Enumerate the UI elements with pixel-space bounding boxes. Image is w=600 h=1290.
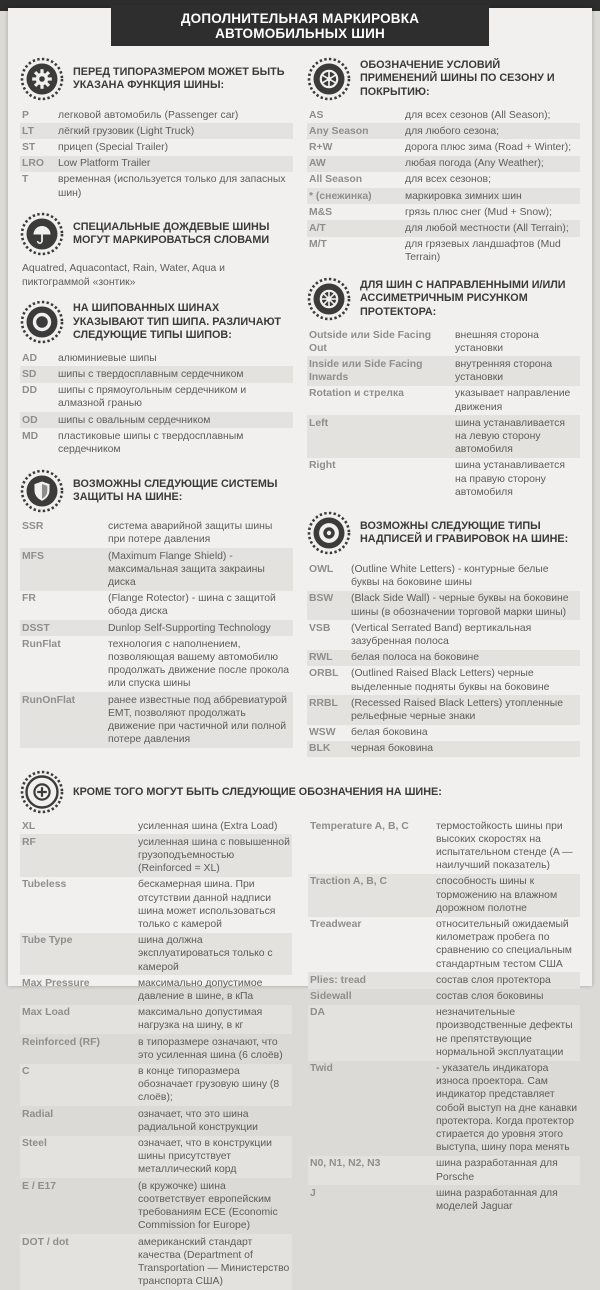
definition-row bbox=[308, 989, 580, 1005]
definition-row bbox=[20, 877, 292, 933]
definition-list bbox=[20, 107, 293, 201]
term-label: Outside или Side Facing Out bbox=[309, 329, 432, 354]
term-description: состав слоя протектора bbox=[436, 974, 551, 986]
term-label: AS bbox=[309, 109, 324, 121]
definition-row bbox=[307, 172, 580, 188]
definition-list bbox=[307, 107, 580, 266]
section-rain-tires bbox=[20, 212, 293, 289]
term-label: Temperature A, B, C bbox=[310, 820, 409, 832]
two-column-layout bbox=[20, 57, 580, 768]
term-description: (Maximum Flange Shield) - максимальная защита закраины диска bbox=[108, 550, 265, 588]
term-description: грязь плюс снег (Mud + Snow); bbox=[405, 206, 552, 218]
definition-row bbox=[307, 561, 580, 590]
term-label: N0, N1, N2, N3 bbox=[310, 1158, 381, 1170]
term-description: (Outline White Letters) - контурные белые буквы на боковине шины bbox=[351, 563, 549, 589]
term-label: Sidewall bbox=[310, 991, 352, 1003]
definition-row bbox=[307, 156, 580, 172]
section-title: СПЕЦИАЛЬНЫЕ ДОЖДЕВЫЕ ШИНЫ МОГУТ МАРКИРОВАТЬСЯ СЛОВАМИ bbox=[73, 221, 270, 247]
term-label: T bbox=[22, 174, 29, 186]
term-description: способность шины к торможению на влажном дорожном полотне bbox=[436, 876, 558, 914]
term-label: DOT / dot bbox=[22, 1236, 69, 1248]
term-label: RWL bbox=[309, 652, 333, 664]
term-label: Radial bbox=[22, 1108, 54, 1120]
term-label: OD bbox=[22, 414, 38, 426]
term-label: SD bbox=[22, 368, 37, 380]
term-description: означает, что это шина радиальной конструкции bbox=[138, 1108, 258, 1133]
term-label: XL bbox=[22, 820, 36, 832]
term-description: шипы с твердосплавным сердечником bbox=[58, 368, 244, 380]
definition-list bbox=[20, 519, 293, 748]
term-description: максимально допустимая нагрузка на шину, в кг bbox=[138, 1007, 263, 1032]
term-label: C bbox=[22, 1066, 30, 1078]
term-label: RunOnFlat bbox=[22, 694, 76, 706]
definition-row bbox=[307, 107, 580, 123]
page-title: ДОПОЛНИТЕЛЬНАЯ МАРКИРОВКА АВТОМОБИЛЬНЫХ ШИН bbox=[111, 5, 489, 46]
shield-icon bbox=[20, 469, 64, 513]
term-description: для любого сезона; bbox=[405, 125, 500, 137]
term-label: RRBL bbox=[309, 697, 338, 709]
term-label: WSW bbox=[309, 727, 336, 739]
term-label: Steel bbox=[22, 1138, 47, 1150]
section-title: КРОМЕ ТОГО МОГУТ БЫТЬ СЛЕДУЮЩИЕ ОБОЗНАЧЕНИЯ НА ШИНЕ: bbox=[73, 785, 442, 798]
term-label: Max Load bbox=[22, 1007, 70, 1019]
term-label: Tubeless bbox=[22, 879, 67, 891]
bottom-two-column-layout bbox=[20, 818, 580, 1290]
term-description: для любой местности (All Terrain); bbox=[405, 222, 569, 234]
definition-row bbox=[307, 237, 580, 266]
term-label: AW bbox=[309, 158, 326, 170]
term-label: A/T bbox=[309, 222, 326, 234]
section-header bbox=[307, 57, 580, 101]
section-header bbox=[307, 277, 580, 321]
term-label: ST bbox=[22, 141, 36, 153]
tire-icon bbox=[307, 511, 351, 555]
definition-row bbox=[307, 666, 580, 695]
section-header bbox=[20, 770, 580, 814]
definition-row bbox=[20, 156, 293, 172]
term-description: незначительные производственные дефекты не препятствующие нормальной эксплуатации bbox=[436, 1007, 573, 1058]
term-description: для всех сезонов; bbox=[405, 174, 491, 186]
term-label: BSW bbox=[309, 593, 334, 605]
definition-row bbox=[307, 356, 580, 385]
term-description: шина разработанная для моделей Jaguar bbox=[436, 1187, 558, 1213]
term-description: бескамерная шина. При отсутствии данной надписи шина может использоваться только с камерой bbox=[138, 879, 276, 931]
definition-row bbox=[307, 695, 580, 724]
term-description: система аварийной защиты шины при потере давления bbox=[108, 521, 273, 546]
term-label: RunFlat bbox=[22, 638, 61, 650]
definition-row bbox=[20, 107, 293, 123]
definition-row bbox=[20, 636, 293, 692]
definition-row bbox=[20, 620, 293, 636]
term-label: E / E17 bbox=[22, 1180, 57, 1192]
term-description: американский стандарт качества (Department of Transportation — Министерство транспорта США) bbox=[138, 1236, 290, 1288]
term-description: (Flange Rotector) - шина с защитой обода диска bbox=[108, 593, 276, 618]
term-description: усиленная шина с повышенной грузоподъемностью (Reinforced = XL) bbox=[138, 836, 290, 875]
term-description: состав слоя боковины bbox=[436, 991, 544, 1003]
term-description: шипы с прямоугольным сердечником и алмазной гранью bbox=[58, 385, 247, 410]
term-label: DSST bbox=[22, 622, 50, 634]
term-label: LT bbox=[22, 125, 34, 137]
section-title: ВОЗМОЖНЫ СЛЕДУЮЩИЕ ТИПЫ НАДПИСЕЙ И ГРАВИРОВОК НА ШИНЕ: bbox=[360, 520, 569, 546]
season-wheel-icon bbox=[307, 57, 351, 101]
definition-row bbox=[308, 1005, 580, 1061]
definition-row bbox=[308, 1156, 580, 1185]
section-title: ПЕРЕД ТИПОРАЗМЕРОМ МОЖЕТ БЫТЬ УКАЗАНА ФУНКЦИЯ ШИНЫ: bbox=[73, 65, 285, 91]
definition-row bbox=[20, 428, 293, 457]
stud-ring-icon bbox=[20, 300, 64, 344]
definition-row bbox=[308, 917, 580, 973]
section-title: ОБОЗНАЧЕНИЕ УСЛОВИЙ ПРИМЕНЕНИЙ ШИНЫ ПО СЕЗОНУ И ПОКРЫТИЮ: bbox=[360, 59, 555, 98]
definition-row bbox=[307, 591, 580, 620]
definition-row bbox=[307, 139, 580, 155]
term-label: Max Pressure bbox=[22, 977, 90, 989]
term-label: FR bbox=[22, 593, 36, 605]
term-label: J bbox=[310, 1187, 316, 1199]
term-description: в конце типоразмера обозначает грузовую шину (8 слоёв); bbox=[138, 1066, 280, 1104]
section-header bbox=[307, 511, 580, 555]
term-description: внешняя сторона установки bbox=[455, 329, 539, 354]
definition-row bbox=[20, 172, 293, 201]
term-label: * (снежинка) bbox=[309, 190, 372, 202]
term-description: алюминиевые шипы bbox=[58, 352, 157, 364]
definition-row bbox=[307, 204, 580, 220]
definition-row bbox=[20, 1106, 292, 1135]
bottom-section-container bbox=[20, 770, 580, 1290]
term-label: OWL bbox=[309, 563, 334, 575]
term-description: усиленная шина (Extra Load) bbox=[138, 820, 278, 832]
definition-row bbox=[307, 650, 580, 666]
term-description: Low Platform Trailer bbox=[58, 158, 151, 170]
definition-row bbox=[20, 1064, 292, 1107]
section-inscription-types bbox=[307, 511, 580, 757]
definition-list bbox=[20, 350, 293, 457]
definition-row bbox=[20, 1005, 292, 1034]
term-description: означает, что в конструкции шины присутствует металлический корд bbox=[138, 1138, 272, 1176]
section-header bbox=[20, 469, 293, 513]
term-label: Plies: tread bbox=[310, 974, 367, 986]
term-label: Reinforced (RF) bbox=[22, 1036, 100, 1048]
term-description: пластиковые шипы с твердосплавным сердечником bbox=[58, 430, 244, 455]
definition-row bbox=[20, 591, 293, 620]
term-description: лёгкий грузовик (Light Truck) bbox=[58, 125, 195, 137]
term-description: шина устанавливается на правую сторону автомобиля bbox=[455, 460, 565, 498]
definition-row bbox=[307, 725, 580, 741]
definition-row bbox=[307, 220, 580, 236]
term-label: M/T bbox=[309, 239, 327, 251]
section-other-markings bbox=[20, 770, 580, 1290]
definition-row bbox=[308, 972, 580, 988]
definition-row bbox=[20, 123, 293, 139]
definition-row bbox=[20, 933, 292, 976]
definition-row bbox=[20, 818, 292, 834]
left-column bbox=[20, 57, 293, 768]
term-description: любая погода (Any Weather); bbox=[405, 158, 544, 170]
term-description: легковой автомобиль (Passenger car) bbox=[58, 109, 239, 121]
term-description: ранее известные под аббревиатурой EMT, позволяют продолжать движение при частичной или полной потере давления bbox=[108, 694, 287, 746]
term-description: для всех сезонов (All Season); bbox=[405, 109, 551, 121]
term-label: MD bbox=[22, 430, 39, 442]
definition-row bbox=[308, 818, 580, 874]
term-label: Rotation и стрелка bbox=[309, 388, 404, 400]
term-description: шина устанавливается на левую сторону автомобиля bbox=[455, 417, 565, 456]
term-label: Twid bbox=[310, 1063, 333, 1075]
term-label: All Season bbox=[309, 174, 363, 186]
term-description: максимально допустимое давление в шине, в кПа bbox=[138, 977, 263, 1003]
term-description: шина разработанная для Porsche bbox=[436, 1158, 558, 1183]
direction-wheel-icon bbox=[307, 277, 351, 321]
section-protection-systems bbox=[20, 469, 293, 748]
gear-icon bbox=[20, 57, 64, 101]
definition-list bbox=[307, 327, 580, 500]
term-description: для грязевых ландшафтов (Mud Terrain) bbox=[405, 239, 561, 264]
term-description: - указатель индикатора износа проектора. Сам индикатор представляет собой выступ на дне канавки протектора. Когда протектор стирается до уровня этого выступа, шину пора менять bbox=[436, 1063, 578, 1154]
term-description: указывает направление движения bbox=[455, 388, 571, 413]
definition-row bbox=[20, 366, 293, 382]
term-description: дорога плюс зима (Road + Winter); bbox=[405, 141, 572, 153]
section-title: ДЛЯ ШИН С НАПРАВЛЕННЫМИ И/ИЛИ АССИМЕТРИЧНЫМ РИСУНКОМ ПРОТЕКТОРА: bbox=[360, 279, 566, 318]
term-description: временная (используется только для запасных шин) bbox=[58, 174, 286, 199]
term-description: шипы с овальным сердечником bbox=[58, 414, 211, 426]
term-description: технология с наполнением, позволяющая вашему автомобилю продолжать движение после прокола или спуска шины bbox=[108, 638, 290, 690]
term-label: Right bbox=[309, 460, 336, 472]
umbrella-icon bbox=[20, 212, 64, 256]
definition-list bbox=[307, 561, 580, 757]
term-label: R+W bbox=[309, 141, 333, 153]
content-panel bbox=[8, 8, 592, 1288]
term-label: Left bbox=[309, 417, 329, 429]
definition-row bbox=[307, 386, 580, 415]
term-label: RF bbox=[22, 836, 36, 848]
section-header bbox=[20, 57, 293, 101]
term-label: Traction A, B, C bbox=[310, 876, 387, 888]
definition-row bbox=[307, 741, 580, 757]
term-description: внутренняя сторона установки bbox=[455, 358, 553, 384]
term-description: шина должна эксплуатироваться только с камерой bbox=[138, 935, 273, 973]
definition-row bbox=[308, 874, 580, 917]
term-label: M&S bbox=[309, 206, 333, 218]
definition-row bbox=[20, 1034, 292, 1063]
term-label: VSB bbox=[309, 622, 331, 634]
section-header bbox=[20, 300, 293, 344]
definition-row bbox=[20, 412, 293, 428]
section-season-conditions bbox=[307, 57, 580, 266]
definition-row bbox=[20, 1178, 292, 1234]
right-column bbox=[307, 57, 580, 768]
definition-row bbox=[308, 1185, 580, 1214]
definition-row bbox=[20, 519, 293, 548]
definition-row bbox=[20, 1136, 292, 1179]
definition-row bbox=[307, 415, 580, 458]
plus-circle-icon bbox=[20, 770, 64, 814]
term-label: Inside или Side Facing Inwards bbox=[309, 358, 423, 384]
definition-row bbox=[20, 692, 293, 748]
definition-row bbox=[308, 1061, 580, 1156]
definition-row bbox=[20, 1234, 292, 1290]
section-tire-function bbox=[20, 57, 293, 201]
definition-row bbox=[20, 139, 293, 155]
term-label: LRO bbox=[22, 158, 44, 170]
term-description: прицеп (Special Trailer) bbox=[58, 141, 169, 153]
term-description: (Black Side Wall) - черные буквы на боковине шины (в обозначении торговой марки шины) bbox=[351, 593, 569, 618]
term-label: BLK bbox=[309, 743, 331, 755]
term-description: маркировка зимних шин bbox=[405, 190, 522, 202]
term-label: ORBL bbox=[309, 668, 339, 680]
definition-row bbox=[307, 620, 580, 649]
term-description: относительный ожидаемый километраж пробега по сравнению со специальным стандартным тестом США bbox=[436, 919, 572, 970]
section-stud-types bbox=[20, 300, 293, 457]
term-description: термостойкость шины при высоких скоростях на испытательном стенде (A — наилучший показатель) bbox=[436, 820, 573, 872]
term-label: DA bbox=[310, 1007, 326, 1019]
term-label: P bbox=[22, 109, 29, 121]
definition-row bbox=[307, 458, 580, 501]
term-description: в типоразмере означают, что это усиленная шина (6 слоёв) bbox=[138, 1036, 283, 1061]
term-description: (Vertical Serrated Band) вертикальная зазубренная полоса bbox=[351, 622, 532, 647]
term-description: черная боковина bbox=[351, 743, 434, 755]
section-title: НА ШИПОВАННЫХ ШИНАХ УКАЗЫВАЮТ ТИП ШИПА. РАЗЛИЧАЮТ СЛЕДУЮЩИЕ ТИПЫ ШИПОВ: bbox=[73, 302, 281, 341]
term-description: (Recessed Raised Black Letters) утопленные рельефные черные знаки bbox=[351, 697, 563, 722]
definition-row bbox=[307, 188, 580, 204]
definition-row bbox=[20, 975, 292, 1004]
section-header bbox=[20, 212, 293, 256]
section-directional-tread bbox=[307, 277, 580, 500]
term-description: Dunlop Self-Supporting Technology bbox=[108, 622, 271, 634]
bottom-column-other-left bbox=[20, 818, 292, 1290]
definition-row bbox=[20, 834, 292, 877]
term-label: Any Season bbox=[309, 125, 369, 137]
definition-row bbox=[20, 383, 293, 412]
term-description: белая полоса на боковине bbox=[351, 652, 480, 664]
term-label: AD bbox=[22, 352, 38, 364]
definition-row bbox=[307, 327, 580, 356]
definition-row bbox=[20, 548, 293, 591]
definition-row bbox=[20, 350, 293, 366]
term-description: белая боковина bbox=[351, 727, 428, 739]
term-label: SSR bbox=[22, 521, 44, 533]
term-description: (Outlined Raised Black Letters) черные выделенные подняты буквы на боковине bbox=[351, 668, 550, 693]
term-label: DD bbox=[22, 385, 38, 397]
section-title: ВОЗМОЖНЫ СЛЕДУЮЩИЕ СИСТЕМЫ ЗАЩИТЫ НА ШИНЕ: bbox=[73, 477, 278, 503]
term-label: Treadwear bbox=[310, 919, 362, 931]
definition-row bbox=[307, 123, 580, 139]
bottom-column-other-right bbox=[308, 818, 580, 1290]
term-description: (в кружочке) шина соответствует европейским требованиям ECE (Economic Commission for Europe) bbox=[138, 1180, 278, 1232]
section-note: Aquatred, Aquacontact, Rain, Water, Aqua и пиктограммой «зонтик» bbox=[22, 263, 225, 288]
term-label: MFS bbox=[22, 550, 44, 562]
term-label: Tube Type bbox=[22, 935, 73, 947]
